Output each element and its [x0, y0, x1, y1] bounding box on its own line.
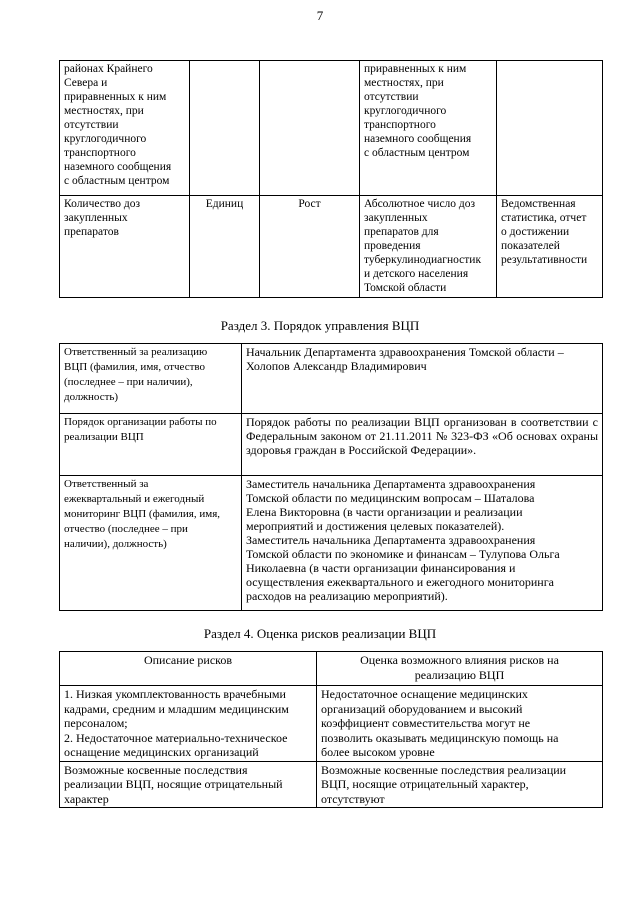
table-cell: Ответственный за ежеквартальный и ежегодный мониторинг ВЦП (фамилия, имя, отчество (последнее – при наличии), должность)	[60, 476, 242, 611]
table-row	[60, 344, 603, 414]
page-number: 7	[316, 8, 324, 23]
table-row	[60, 476, 603, 611]
indicators-table	[59, 60, 603, 298]
table-row	[60, 686, 603, 762]
table-header-row	[60, 652, 603, 686]
table-cell: Абсолютное число доз закупленных препаратов для проведения туберкулинодиагностик и детского населения Томской области	[360, 196, 497, 298]
table-row	[60, 196, 603, 298]
table-cell: Возможные косвенные последствия реализации ВЦП, носящие отрицательный характер, отсутствуют	[317, 761, 603, 808]
column-header: Оценка возможного влияния рисков на реализацию ВЦП	[317, 652, 603, 686]
table-cell: Количество доз закупленных препаратов	[60, 196, 190, 298]
table-cell: Заместитель начальника Департамента здравоохранения Томской области по медицинским вопросам – Шаталова Елена Викторовна (в части организации и реализации мероприятий и достижения целевых показателей). Заместитель начальника Департамента здравоохранения Томской области по экономике и финансам – Тулупова Ольга Николаевна (в части организации финансирования и осуществления ежеквартального и ежегодного мониторинга расходов на реализацию мероприятий).	[242, 476, 603, 611]
table-row	[60, 414, 603, 476]
table-row	[60, 761, 603, 808]
table-cell: Возможные косвенные последствия реализации ВЦП, носящие отрицательный характер	[60, 761, 317, 808]
table-cell	[260, 61, 360, 196]
table-row	[60, 61, 603, 196]
table-cell: Недостаточное оснащение медицинских организаций оборудованием и высокий коэффициент совместительства могут не позволить оказывать медицинскую помощь на более высоком уровне	[317, 686, 603, 762]
section-3-title: Раздел 3. Порядок управления ВЦП	[220, 318, 420, 333]
table-cell: районах Крайнего Севера и приравненных к ним местностях, при отсутствии круглогодичного транспортного наземного сообщения с областным центром	[60, 61, 190, 196]
table-cell	[190, 61, 260, 196]
table-cell: Единиц	[190, 196, 260, 298]
section-4-title: Раздел 4. Оценка рисков реализации ВЦП	[203, 626, 437, 641]
table-cell: 1. Низкая укомплектованность врачебными кадрами, средним и младшим медицинским персоналом; 2. Недостаточное материально-техническое оснащение медицинских организаций	[60, 686, 317, 762]
table-cell: Рост	[260, 196, 360, 298]
table-cell: Ведомственная статистика, отчет о достижении показателей результативности	[497, 196, 603, 298]
management-table	[59, 343, 603, 611]
table-cell: Начальник Департамента здравоохранения Томской области – Холопов Александр Владимирович	[242, 344, 603, 414]
table-cell: Ответственный за реализацию ВЦП (фамилия, имя, отчество (последнее – при наличии), должность)	[60, 344, 242, 414]
table-cell: приравненных к ним местностях, при отсутствии круглогодичного транспортного наземного сообщения с областным центром	[360, 61, 497, 196]
table-cell: Порядок работы по реализации ВЦП организован в соответствии с Федеральным законом от 21.11.2011 № 323-ФЗ «Об основах охраны здоровья граждан в Российской Федерации».	[242, 414, 603, 476]
column-header: Описание рисков	[60, 652, 317, 686]
table-cell: Порядок организации работы по реализации ВЦП	[60, 414, 242, 476]
table-cell	[497, 61, 603, 196]
risks-table	[59, 651, 603, 808]
